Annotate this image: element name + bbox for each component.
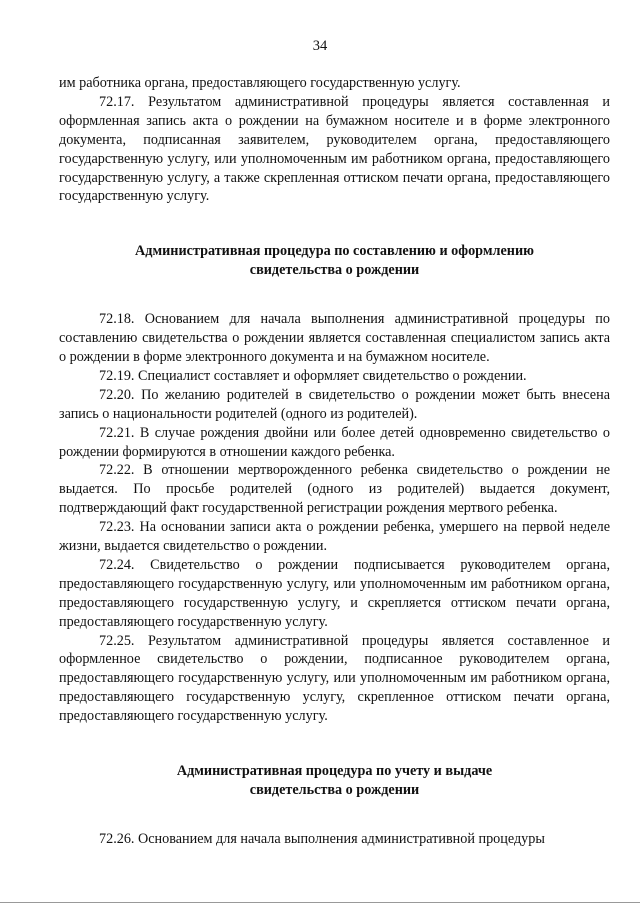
paragraph-72-26: 72.26. Основанием для начала выполнения административной процедуры <box>99 830 545 847</box>
section-heading-issuance <box>59 762 610 800</box>
section-heading-line: Административная процедура по составлению и оформлению <box>135 243 534 260</box>
paragraph-72-18: 72.18. Основанием для начала выполнения административной процедуры по составлению свидетельства о рождении является составленная специалистом запись акта о рождении в форме электронного документа и на бумажном носителе. <box>59 311 610 365</box>
section-heading-line: свидетельства о рождении <box>249 262 420 279</box>
document-body <box>59 74 610 849</box>
section-heading-line: Административная процедура по учету и выдаче <box>176 763 493 780</box>
paragraph-continuation: им работника органа, предоставляющего государственную услугу. <box>59 75 461 91</box>
paragraph-72-21: 72.21. В случае рождения двойни или более детей одновременно свидетельство о рождении формируются в отношении каждого ребенка. <box>59 424 610 460</box>
paragraph-72-22: 72.22. В отношении мертворожденного ребенка свидетельство о рождении не выдается. По просьбе родителей (одного из родителей) выдается документ, подтверждающий факт государственной регистрации рождения мертвого ребенка. <box>59 462 610 517</box>
paragraph-72-19: 72.19. Специалист составляет и оформляет свидетельство о рождении. <box>99 367 527 384</box>
section-heading-line: свидетельства о рождении <box>249 782 420 798</box>
paragraph-72-24: 72.24. Свидетельство о рождении подписывается руководителем органа, предоставляющего государственную услугу, или уполномоченным им работником органа, предоставляющего государственную услугу, и скрепляется оттиском печати органа, предоставляющего государственную услугу. <box>59 556 610 630</box>
section-heading-drafting <box>59 242 610 280</box>
paragraph-72-20: 72.20. По желанию родителей в свидетельство о рождении может быть внесена запись о национальности родителей (одного из родителей). <box>59 386 610 422</box>
page-bottom-edge <box>0 902 640 903</box>
page-number: 34 <box>312 38 328 54</box>
paragraph-72-25: 72.25. Результатом административной процедуры является составленное и оформленное свидетельство о рождении, подписанное руководителем органа, предоставляющего государственную услугу, или уполномоченным им работником органа, предоставляющего государственную услугу, скрепленное оттиском печати органа, предоставляющего государственную услугу. <box>59 632 610 725</box>
paragraph-72-17: 72.17. Результатом административной процедуры является составленная и оформленная запись акта о рождении на бумажном носителе и в форме электронного документа, подписанная заявителем, руководителем органа, предоставляющего государственную услугу, или уполномоченным им работником органа, предоставляющего государственную услугу, а также скрепленная оттиском печати органа, предоставляющего государственную услугу. <box>59 93 610 205</box>
paragraph-72-23: 72.23. На основании записи акта о рождении ребенка, умершего на первой неделе жизни, выдается свидетельство о рождении. <box>59 519 610 555</box>
